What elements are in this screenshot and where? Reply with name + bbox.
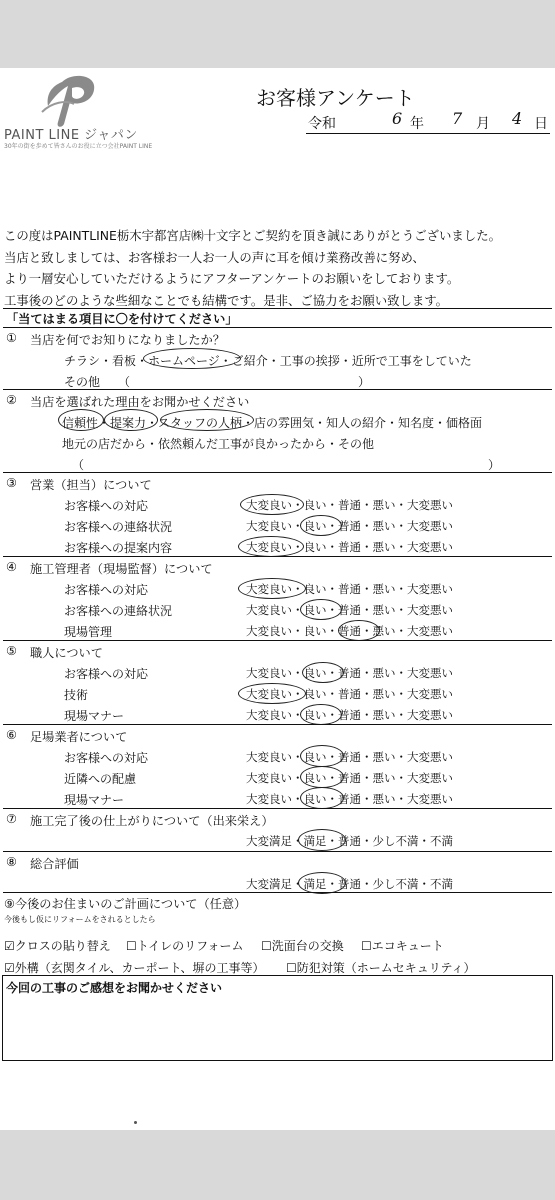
q5-scale-1: 大変良い・良い・普通・悪い・大変悪い <box>246 666 453 680</box>
q5-scale-2: 大変良い・良い・普通・悪い・大変悪い <box>246 687 453 701</box>
q3-item-2: お客様への連絡状況 <box>64 520 173 534</box>
date-day: 4 <box>512 109 523 128</box>
divider <box>3 472 552 473</box>
q3-number: ③ <box>6 476 17 490</box>
q3-item-3: お客様への提案内容 <box>64 541 173 555</box>
q9-note: 今後もし仮にリフォームをされるとしたら <box>4 915 156 924</box>
intro-line-4: 工事後のどのような些細なことでも結構です。是非、ご協力をお願い致します。 <box>4 293 449 308</box>
q6-scale-3: 大変良い・良い・普通・悪い・大変悪い <box>246 792 453 806</box>
date-year-unit: 年 <box>410 116 424 132</box>
intro-line-2: 当店と致しましては、お客様お一人お一人の声に耳を傾け業務改善に努め、 <box>4 250 425 265</box>
q4-item-2: お客様への連絡状況 <box>64 604 173 618</box>
q8-scale: 大変満足・満足・普通・少し不満・不満 <box>246 877 453 891</box>
q3-scale-1: 大変良い・良い・普通・悪い・大変悪い <box>246 498 453 512</box>
q2-question: 当店を選ばれた理由をお聞かせください <box>30 395 250 409</box>
date-month-unit: 月 <box>476 116 490 132</box>
divider <box>3 808 552 809</box>
logo-wordmark: PAINT LINE ジャパン <box>4 128 138 143</box>
logo-tagline: 30年の街を歩めて皆さんのお役に立つ会社PAINT LINE <box>4 143 153 150</box>
answer-circle <box>300 787 344 809</box>
divider <box>3 724 552 725</box>
intro-line-1: この度はPAINTLINE栃木宇都宮店㈱十文字とご契約を頂き誠にありがとうございました。 <box>4 228 501 243</box>
q7-scale: 大変満足・満足・普通・少し不満・不満 <box>246 834 453 848</box>
q7-question: 施工完了後の仕上がりについて（出来栄え） <box>30 814 274 828</box>
checkbox-ecocute[interactable]: ☐エコキュート <box>361 939 444 953</box>
divider <box>3 308 552 309</box>
q8-number: ⑧ <box>6 855 17 869</box>
q2-paren-open: （ <box>72 458 85 472</box>
answer-circle <box>338 620 380 641</box>
divider <box>3 892 552 893</box>
q6-question: 足場業者について <box>30 730 128 744</box>
divider <box>3 640 552 641</box>
date-year: 6 <box>392 109 403 128</box>
answer-circle <box>300 766 344 788</box>
answer-circle <box>58 409 104 431</box>
q7-number: ⑦ <box>6 812 17 826</box>
answer-circle <box>298 829 346 851</box>
q5-question: 職人について <box>30 646 103 660</box>
checkbox-exterior[interactable]: ☑外構（玄関タイル、カーポート、塀の工事等） <box>4 961 265 975</box>
answer-circle <box>238 683 306 704</box>
divider <box>3 851 552 852</box>
answer-circle <box>104 409 158 431</box>
q6-scale-2: 大変良い・良い・普通・悪い・大変悪い <box>246 771 453 785</box>
answer-circle <box>240 494 304 515</box>
answer-circle <box>238 536 304 557</box>
q5-item-3: 現場マナー <box>64 709 125 723</box>
q5-number: ⑤ <box>6 644 17 658</box>
q4-question: 施工管理者（現場監督）について <box>30 562 213 576</box>
q5-scale-3: 大変良い・良い・普通・悪い・大変悪い <box>246 708 453 722</box>
answer-circle <box>300 515 342 536</box>
checkbox-washbasin[interactable]: ☐洗面台の交換 <box>261 939 344 953</box>
q4-scale-1: 大変良い・良い・普通・悪い・大変悪い <box>246 582 453 596</box>
q8-question: 総合評価 <box>30 857 79 871</box>
q4-item-3: 現場管理 <box>64 625 113 639</box>
q3-scale-3: 大変良い・良い・普通・悪い・大変悪い <box>246 540 453 554</box>
answer-circle <box>300 599 342 620</box>
page-title: お客様アンケート <box>256 86 415 110</box>
q9-question: ⑨今後のお住まいのご計画について（任意） <box>4 897 247 911</box>
divider <box>3 556 552 557</box>
q4-number: ④ <box>6 560 17 574</box>
q1-other: その他 （ ） <box>64 375 371 389</box>
date-era: 令和 <box>308 116 336 132</box>
q6-item-3: 現場マナー <box>64 793 125 807</box>
intro-line-3: より一層安心していただけるようにアフターアンケートのお願いをしております。 <box>4 271 460 286</box>
comment-title: 今回の工事のご感想をお聞かせください <box>6 981 223 995</box>
top-margin <box>0 0 555 68</box>
checkbox-toilet-reform[interactable]: ☐トイレのリフォーム <box>126 939 244 953</box>
checkbox-cloth-replacement[interactable]: ☑クロスの貼り替え <box>4 939 111 953</box>
q1-options: チラシ・看板・ホームページ・ご紹介・工事の挨拶・近所で工事をしていた <box>64 354 472 368</box>
date-month: 7 <box>452 109 463 128</box>
q1-question: 当店を何でお知りになりましたか？ <box>30 333 225 347</box>
q3-item-1: お客様への対応 <box>64 499 149 513</box>
divider <box>3 389 552 390</box>
date-day-unit: 日 <box>534 116 548 132</box>
q5-item-1: お客様への対応 <box>64 667 149 681</box>
instruction-heading: 「当てはまる項目に〇を付けてください」 <box>6 312 238 326</box>
q6-number: ⑥ <box>6 728 17 742</box>
q2-number: ② <box>6 393 17 407</box>
divider <box>3 327 552 328</box>
checkbox-security[interactable]: ☐防犯対策（ホームセキュリティ） <box>286 961 476 975</box>
q5-item-2: 技術 <box>64 688 89 702</box>
q4-item-1: お客様への対応 <box>64 583 149 597</box>
q6-item-2: 近隣への配慮 <box>64 772 137 786</box>
q3-scale-2: 大変良い・良い・普通・悪い・大変悪い <box>246 519 453 533</box>
date-underline <box>306 133 550 134</box>
bottom-margin <box>0 1130 555 1200</box>
q2-options-1: 信頼性・提案力・スタッフの人柄・店の雰囲気・知人の紹介・知名度・価格面 <box>62 416 483 430</box>
q6-scale-1: 大変良い・良い・普通・悪い・大変悪い <box>246 750 453 764</box>
answer-circle <box>300 745 344 767</box>
q3-question: 営業（担当）について <box>30 478 152 492</box>
speck <box>134 1121 137 1124</box>
q2-paren-close: ） <box>488 458 501 472</box>
q4-scale-2: 大変良い・良い・普通・悪い・大変悪い <box>246 603 453 617</box>
answer-circle <box>298 872 346 894</box>
answer-circle <box>143 348 241 369</box>
answer-circle <box>300 704 342 725</box>
answer-circle <box>238 578 306 599</box>
q4-scale-3: 大変良い・良い・普通・悪い・大変悪い <box>246 624 453 638</box>
q2-options-2: 地元の店だから・依然頼んだ工事が良かったから・その他 <box>62 437 375 451</box>
q6-item-1: お客様への対応 <box>64 751 149 765</box>
answer-circle <box>160 409 254 431</box>
answer-circle <box>302 662 344 683</box>
q1-number: ① <box>6 331 17 345</box>
